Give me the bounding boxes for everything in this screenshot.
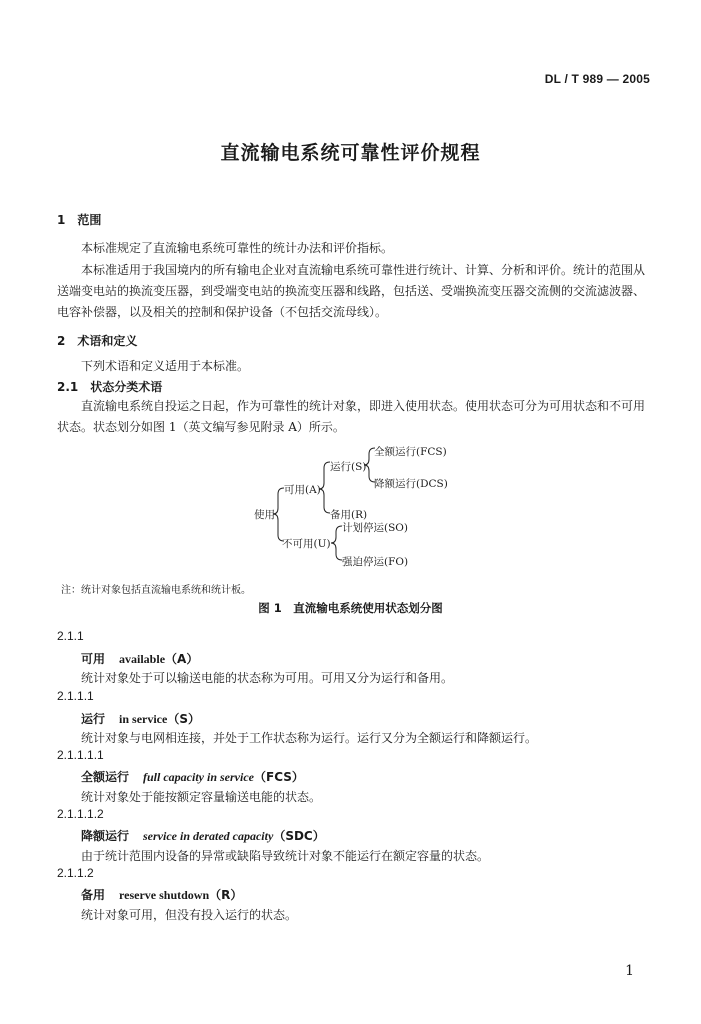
term-title [81, 886, 242, 903]
node-dcs: 降额运行(DCS) [374, 478, 448, 490]
term-en [143, 829, 273, 843]
node-unavailable: 不可用(U) [282, 538, 331, 550]
term-number: 2.1.1 [57, 629, 84, 643]
term-title [81, 710, 200, 727]
term-abbr: （S） [167, 712, 200, 726]
section-1-paragraph-2: 本标准适用于我国境内的所有输电企业对直流输电系统可靠性进行统计、计算、分析和评价。统计的范围从送端变电站的换流变压器，到受端变电站的换流变压器和线路，包括送、受端换流变压器交流侧的交流滤波器、电容补偿器，以及相关的控制和保护设备（不包括交流母线）。 [57, 263, 646, 319]
document-title: 直流输电系统可靠性评价规程 [220, 142, 481, 164]
term-en: in service [119, 712, 168, 726]
term-en-text: service in derated capacity [143, 829, 274, 843]
term-number: 2.1.1.1 [57, 689, 94, 703]
figure-note: 注：统计对象包括直流输电系统和统计板。 [61, 585, 251, 596]
term-definition: 统计对象可用，但没有投入运行的状态。 [81, 908, 298, 922]
section-2-heading: 2 术语和定义 [57, 334, 138, 348]
node-in-service: 运行(S) [330, 461, 367, 473]
term-title [81, 827, 325, 844]
term-definition: 由于统计范围内设备的异常或缺陷导致统计对象不能运行在额定容量的状态。 [81, 849, 490, 863]
node-reserve: 备用(R) [330, 509, 368, 521]
figure-caption: 图 1 直流输电系统使用状态划分图 [258, 601, 443, 615]
section-1-paragraph-1: 本标准规定了直流输电系统可靠性的统计办法和评价指标。 [81, 241, 394, 255]
term-definition: 统计对象处于可以输送电能的状态称为可用。可用又分为运行和备用。 [81, 671, 454, 685]
section-2-1-heading: 2.1 状态分类术语 [57, 380, 163, 394]
term-zh: 全额运行 [81, 770, 130, 784]
term-number: 2.1.1.1.2 [57, 807, 104, 821]
node-so: 计划停运(SO) [342, 522, 408, 534]
term-abbr: （A） [165, 652, 199, 666]
page-number: 1 [625, 963, 634, 979]
term-zh: 降额运行 [81, 829, 130, 843]
term-number: 2.1.1.2 [57, 866, 94, 880]
node-use: 使用 [254, 509, 275, 521]
term-en-text: full capacity in service [143, 770, 254, 784]
term-definition: 统计对象与电网相连接，并处于工作状态称为运行。运行又分为全额运行和降额运行。 [81, 731, 538, 745]
node-fcs: 全额运行(FCS) [374, 446, 447, 458]
term-en: available [119, 652, 166, 666]
section-1-heading: 1 范围 [57, 213, 102, 227]
node-fo: 强迫停运(FO) [342, 556, 409, 568]
term-definition: 统计对象处于能按额定容量输送电能的状态。 [81, 790, 322, 804]
term-abbr: （SDC） [273, 829, 325, 843]
term-title [81, 650, 198, 667]
term-abbr: （FCS） [254, 770, 304, 784]
brace-unavailable [331, 526, 342, 560]
term-title [81, 768, 304, 785]
term-zh: 可用 [81, 652, 106, 666]
term-abbr: （R） [209, 888, 243, 902]
term-number: 2.1.1.1.1 [57, 748, 104, 762]
term-en: reserve shutdown [119, 888, 210, 902]
term-zh: 备用 [81, 888, 106, 902]
section-2-1-text: 直流输电系统自投运之日起，作为可靠性的统计对象，即进入使用状态。使用状态可分为可用状态和不可用状态。状态划分如图 1（英文编写参见附录 A）所示。 [57, 399, 646, 434]
standard-number: DL / T 989 — 2005 [544, 72, 650, 86]
node-available: 可用(A) [284, 484, 321, 496]
section-2-intro: 下列术语和定义适用于本标准。 [81, 359, 250, 373]
term-zh: 运行 [81, 712, 106, 726]
term-en [143, 770, 254, 784]
